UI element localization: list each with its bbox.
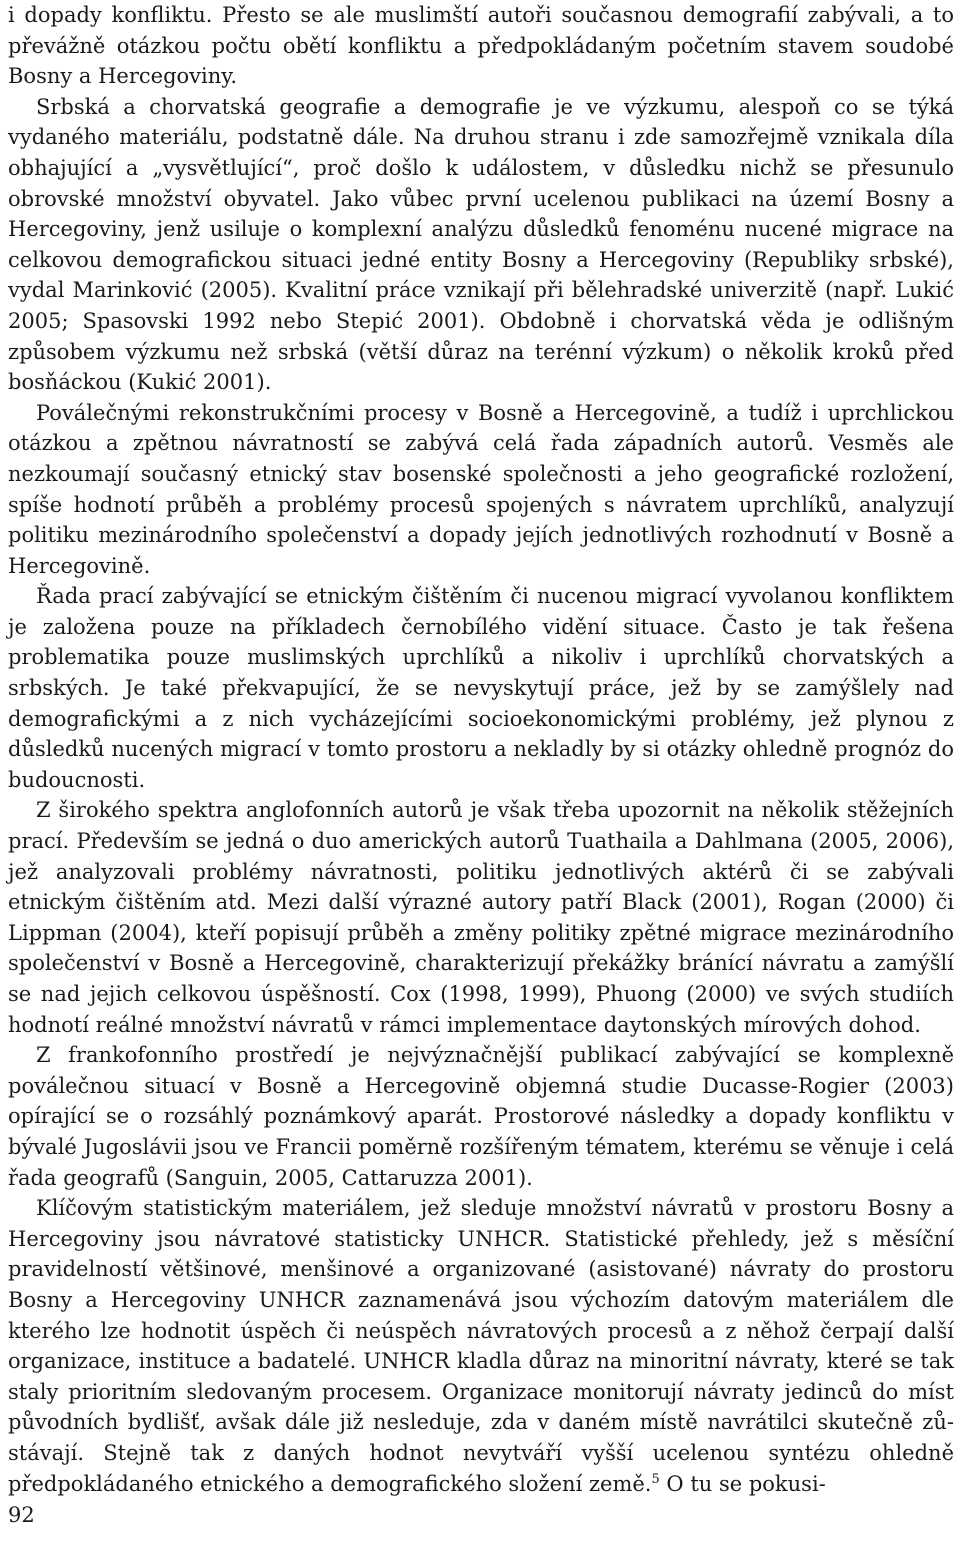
paragraph-7-text: Klíčovým statistickým materiálem, jež sleduje množství návratů v prostoru Bosny a Hercegoviny jsou návratové statisticky UNHCR. Statistické přehledy, jež s měsíční pravidelností většinové, menšinové a organizované (asistované) návraty do prostoru Bosny a Hercegoviny UNHCR zaznamenává jsou výchozím datovým materiálem dle kterého lze hodnotit úspěch či neúspěch návratových procesů a z něhož čerpají další organizace, instituce a badatelé. UNHCR kladla důraz na minoritní návraty, které se tak staly prioritním sledovaným procesem. Organizace monitorují návraty jedinců do míst původních bydlišť, avšak dále již nesleduje, zda v daném místě navrátilci skutečně zůstávají. Stejně tak z daných hodnot nevytváří vyšší ucelenou syntézu ohledně předpokládaného etnického a demografického složení země. xyxy=(8,1196,954,1496)
document-body xyxy=(8,0,954,1499)
paragraph-2: Srbská a chorvatská geografie a demografie je ve výzkumu, alespoň co se týká vydaného materiálu, podstatně dále. Na druhou stranu i zde samozřejmě vznikala díla obhajující a „vysvětlující“, proč došlo k událostem, v důsledku nichž se přesunulo obrovské množství obyvatel. Jako vůbec první ucelenou publikaci na území Bosny a Hercegoviny, jenž usiluje o komplexní analýzu důsledků fenoménu nucené migrace na celkovou demografickou situaci jedné entity Bosny a Hercegoviny (Republiky srbské), vydal Marinković (2005). Kvalitní práce vznikají při bělehradské univerzitě (např. Lukić 2005; Spasovski 1992 nebo Stepić 2001). Obdobně i chorvatská věda je odlišným způsobem výzkumu než srbská (větší důraz na terénní výzkum) o několik kroků před bosňáckou (Kukić 2001). xyxy=(8,94,954,395)
paragraph-3: Poválečnými rekonstrukčními procesy v Bosně a Hercegovině, a tudíž i uprchlickou otázkou a zpětnou návratností se zabývá celá řada západních autorů. Vesměs ale nezkoumají současný etnický stav bosenské společnosti a jeho geografické rozložení, spíše hodnotí průběh a problémy procesů spojených s návratem uprchlíků, analyzují politiku mezinárodního společenství a dopady jejích jednotlivých rozhodnutí v Bosně a Hercegovině. xyxy=(8,400,954,578)
paragraph-5: Z širokého spektra anglofonních autorů je však třeba upozornit na několik stěžejních prací. Především se jedná o duo amerických autorů Tuathaila a Dahlmana (2005, 2006), jež analyzovali problémy návratnosti, politiku jednotlivých aktérů či se zabývali etnickým čištěním atd. Mezi další výrazné autory patří Black (2001), Rogan (2000) či Lippman (2004), kteří popisují průběh a změny politiky zpětné migrace mezinárodního společenství v Bosně a Hercegovině, charakterizují překážky bránící návratu a zamýšlí se nad jejich celkovou úspěšností. Cox (1998, 1999), Phuong (2000) ve svých studiích hodnotí reálné množství návratů v rámci implementace daytonských mírových dohod. xyxy=(8,798,954,1037)
paragraph-1: i dopady konfliktu. Přesto se ale muslimští autoři současnou demografií zabývali, a to převážně otázkou počtu obětí konfliktu a předpokládaným početním stavem soudobé Bosny a Hercegoviny. xyxy=(8,3,954,89)
paragraph-4: Řada prací zabývající se etnickým čištěním či nucenou migrací vyvolanou konfliktem je založena pouze na příkladech černobílého vidění situace. Často je tak řešena problematika pouze muslimských uprchlíků a nikoliv i uprchlíků chorvatských a srbských. Je také překvapující, že se nevyskytují práce, jež by se zamýšlely nad demografickými a z nich vycházejícími socioekonomickými problémy, jež plynou z důsledků nucených migrací v tomto prostoru a nekladly by si otázky ohledně prognóz do budoucnosti. xyxy=(8,584,954,792)
paragraph-7-continuation: O tu se pokusi- xyxy=(659,1471,826,1496)
paragraph-7 xyxy=(8,1193,954,1499)
page-number: 92 xyxy=(8,1503,35,1527)
paragraph-6: Z frankofonního prostředí je nejvýznačnější publikací zabývající se komplexně poválečnou situací v Bosně a Hercegovině objemná studie Ducasse-Rogier (2003) opírající se o rozsáhlý poznámkový aparát. Prostorové následky a dopady konfliktu v bývalé Jugoslávii jsou ve Francii poměrně rozšířeným tématem, kterému se věnuje i celá řada geografů (Sanguin, 2005, Cattaruzza 2001). xyxy=(8,1043,954,1190)
footnote-reference[interactable]: 5 xyxy=(651,1471,660,1487)
